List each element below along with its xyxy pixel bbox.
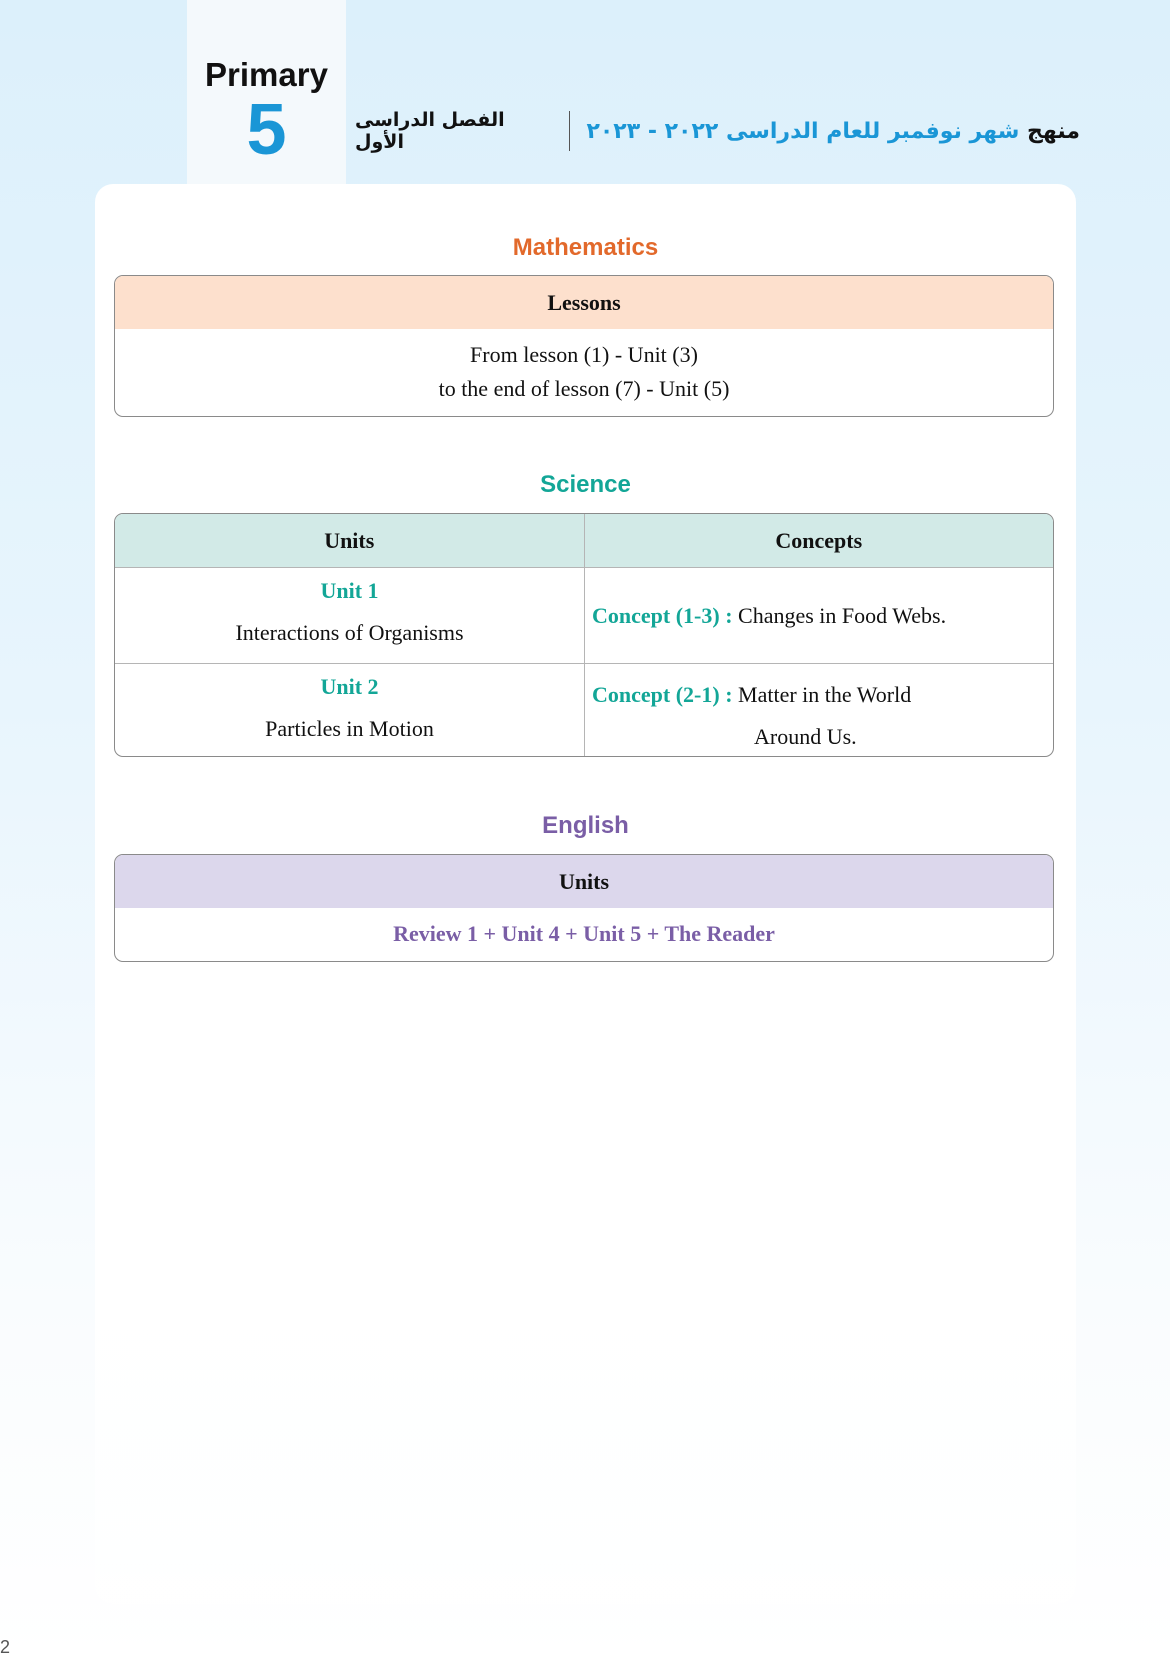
english-table-header [115,855,1053,908]
math-line-2: to the end of lesson (7) - Unit (5) [438,376,730,401]
science-title: Science [540,471,631,498]
concept-text: Changes in Food Webs. [738,602,947,628]
concepts-header: Concepts [584,514,1054,567]
unit-cell [115,568,585,663]
content-card [95,184,1076,1604]
term-label: الفصل الدراسى الأول [355,109,505,153]
page-header [355,108,1080,154]
concept-cell [585,664,1053,757]
unit-name: Interactions of Organisms [235,620,464,645]
table-row [115,567,1053,663]
concept-text-continued: Around Us. [754,724,857,749]
english-units-cell: Review 1 + Unit 4 + Unit 5 + The Reader [393,921,775,946]
math-line-1: From lesson (1) - Unit (3) [470,342,698,367]
page-number: 2 [0,1637,11,1657]
header-divider [569,111,571,151]
math-lessons-cell [115,329,1053,406]
units-header: Units [324,527,375,553]
page-title [586,119,1080,144]
unit-cell [115,664,585,757]
concept-text: Matter in the World [738,682,912,707]
unit-label: Unit 1 [320,578,379,603]
grade-badge [187,0,346,190]
grade-label: Primary [205,56,328,93]
english-units-header: Units [558,868,610,894]
concept-label: Concept (1-3) : [592,602,733,628]
table-row [115,663,1053,757]
science-table [114,513,1054,757]
concept-label: Concept (2-1) : [592,682,733,707]
math-table [114,275,1054,417]
lessons-header: Lessons [547,289,621,315]
unit-name: Particles in Motion [265,716,434,741]
title-rest: شهر نوفمبر للعام الدراسى ٢٠٢٢ - ٢٠٢٣ [586,118,1020,144]
grade-number: 5 [246,90,287,170]
science-table-header [115,514,1053,567]
english-table [114,854,1054,962]
english-title: English [542,812,629,839]
math-title: Mathematics [512,234,659,261]
math-table-header [115,276,1053,329]
unit-label: Unit 2 [320,674,379,699]
concept-cell [585,568,1053,663]
title-word: منهج [1027,118,1080,144]
